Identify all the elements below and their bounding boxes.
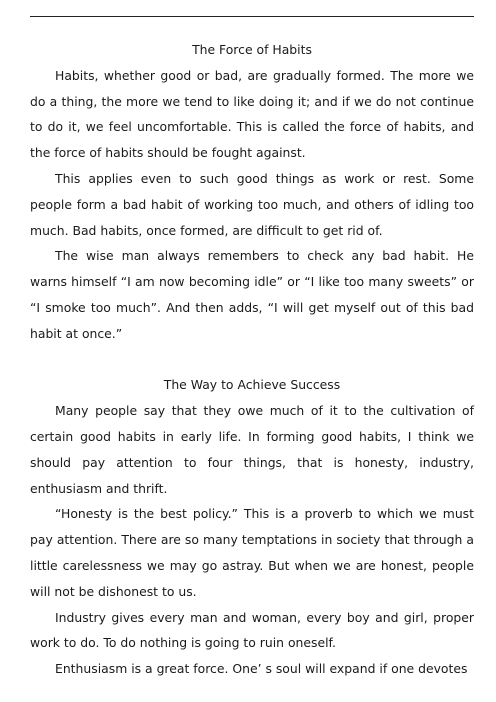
paragraph: Industry gives every man and woman, every boy and girl, proper work to do. To do nothing is going to ruin oneself. [30,609,474,651]
paragraph: “Honesty is the best policy.” This is a proverb to which we must pay attention. There are so many temptations in society that through a little carelessness we may go astray. But when we are honest, people will not be dishonest to us. [30,506,474,599]
section-title-force-of-habits: The Force of Habits [192,42,312,57]
paragraph: Enthusiasm is a great force. One’ s soul will expand if one devotes [55,661,468,677]
section-spacer [30,347,474,373]
paragraph: The wise man always remembers to check any bad habit. He warns himself “I am now becoming idle” or “I like too many sweets” or “I smoke too much”. And then adds, “I will get myself out of this bad habit at once.” [30,248,474,341]
document-body [30,37,474,682]
paragraph: Habits, whether good or bad, are gradually formed. The more we do a thing, the more we tend to like doing it; and if we do not continue to do it, we feel uncomfortable. This is called the force of habits, and the force of habits should be fought against. [30,67,474,161]
section-title-way-to-success: The Way to Achieve Success [163,377,341,393]
top-rule [30,16,474,17]
paragraph: This applies even to such good things as work or rest. Some people form a bad habit of working too much, and others of idling too much. Bad habits, once formed, are difficult to get rid of. [30,170,474,238]
paragraph: Many people say that they owe much of it to the cultivation of certain good habits in early life. In forming good habits, I think we should pay attention to four things, that is honesty, industry, enthusiasm and thrift. [30,403,474,496]
